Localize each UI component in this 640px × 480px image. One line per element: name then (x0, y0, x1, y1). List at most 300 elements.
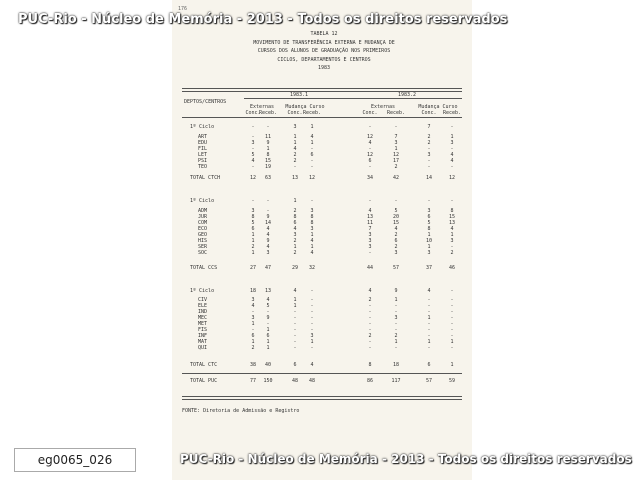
table-cell: - (450, 288, 454, 294)
table-cell: 3 (427, 152, 431, 158)
table-cell: - (427, 198, 431, 204)
table-cell: 6 (293, 362, 297, 368)
table-cell: 4 (310, 238, 314, 244)
table-cell: 1 (427, 315, 431, 321)
table-cell: 14 (264, 220, 272, 226)
table-cell: 11 (366, 220, 374, 226)
total-puc-top-rule (182, 373, 462, 374)
table-cell: - (394, 345, 398, 351)
table-cell: 8 (368, 362, 372, 368)
table-cell: - (450, 345, 454, 351)
externas-header-2: Externas (370, 104, 396, 110)
department-row-label: ELE (198, 303, 208, 309)
table-cell: 3 (310, 333, 314, 339)
table-cell: 2 (394, 244, 398, 250)
department-row-label: MEC (198, 315, 208, 321)
caption-line-3: CICLOS, DEPARTAMENTOS E CENTROS (277, 56, 371, 63)
department-row-label: MAT (198, 339, 208, 345)
table-cell: 10 (425, 238, 433, 244)
table-cell: 6 (251, 226, 255, 232)
department-row-label: FIL (198, 146, 208, 152)
table-cell: 3 (266, 250, 270, 256)
table-cell: 2 (394, 232, 398, 238)
table-cell: 12 (249, 175, 257, 181)
table-cell: 3 (251, 297, 255, 303)
table-cell: - (368, 303, 372, 309)
watermark-top: PUC-Rio - Núcleo de Memória - 2013 - Todos os direitos reservados (18, 12, 508, 27)
table-cell: 3 (427, 208, 431, 214)
mudanca-header-1: Mudança Curso (285, 104, 325, 110)
table-cell: 3 (394, 250, 398, 256)
table-cell: 8 (310, 220, 314, 226)
table-cell: 3 (310, 208, 314, 214)
table-cell: 3 (394, 140, 398, 146)
watermark-bottom: PUC-Rio - Núcleo de Memória - 2013 - Todos os direitos reservados (180, 452, 632, 466)
table-cell: 46 (448, 265, 456, 271)
table-cell: 9 (266, 238, 270, 244)
table-cell: - (310, 288, 314, 294)
table-cell: 1 (293, 198, 297, 204)
table-cell: - (310, 146, 314, 152)
table-cell: 3 (293, 232, 297, 238)
caption-line-2: CURSOS DOS ALUNOS DE GRADUAÇÃO NOS PRIMEIROS (257, 48, 391, 55)
table-cell: - (266, 309, 270, 315)
table-cell: 9 (266, 214, 270, 220)
department-row-label: HIS (198, 238, 208, 244)
table-cell: 18 (249, 288, 257, 294)
table-cell: - (450, 164, 454, 170)
table-cell: 1 (293, 244, 297, 250)
table-cell: 1 (251, 238, 255, 244)
table-cell: 7 (394, 134, 398, 140)
department-row-label: IND (198, 309, 208, 315)
table-cell: 29 (291, 265, 299, 271)
table-cell: 86 (366, 378, 374, 384)
table-cell: - (450, 198, 454, 204)
table-cell: 1 (450, 232, 454, 238)
page-number: 176 (178, 6, 188, 12)
table-cell: 1 (310, 339, 314, 345)
table-cell: - (293, 339, 297, 345)
table-cell: 8 (450, 208, 454, 214)
table-cell: 9 (394, 288, 398, 294)
table-cell: 1 (394, 297, 398, 303)
mudanca-header-2: Mudança Curso (418, 104, 458, 110)
table-bottom-rule-2 (182, 399, 462, 400)
table-cell: - (450, 303, 454, 309)
table-cell: 2 (450, 250, 454, 256)
table-cell: 4 (251, 303, 255, 309)
table-cell: - (251, 327, 255, 333)
table-cell: 4 (310, 362, 314, 368)
table-cell: 42 (392, 175, 400, 181)
table-cell: 1 (394, 146, 398, 152)
table-cell: 8 (427, 226, 431, 232)
table-cell: 34 (366, 175, 374, 181)
table-cell: 12 (392, 152, 400, 158)
table-cell: 1 (266, 327, 270, 333)
table-cell: - (368, 124, 372, 130)
table-cell: 6 (293, 220, 297, 226)
table-cell: - (368, 309, 372, 315)
table-cell: 13 (366, 214, 374, 220)
table-cell: - (310, 309, 314, 315)
table-cell: - (368, 146, 372, 152)
table-cell: 4 (368, 288, 372, 294)
table-cell: 15 (392, 220, 400, 226)
table-cell: 12 (366, 152, 374, 158)
table-cell: 7 (427, 124, 431, 130)
table-cell: 5 (266, 303, 270, 309)
table-cell: 4 (293, 226, 297, 232)
table-cell: - (310, 198, 314, 204)
table-cell: - (310, 345, 314, 351)
table-cell: 2 (293, 152, 297, 158)
table-cell: - (450, 309, 454, 315)
table-cell: 4 (293, 146, 297, 152)
table-cell: - (310, 303, 314, 309)
table-cell: 4 (427, 288, 431, 294)
table-cell: 2 (293, 250, 297, 256)
table-cell: 9 (266, 140, 270, 146)
caption-year: 1983 (317, 65, 331, 72)
table-cell: - (310, 315, 314, 321)
table-cell: - (293, 345, 297, 351)
table-cell: - (450, 315, 454, 321)
header-bottom-rule (182, 117, 462, 118)
table-cell: 2 (251, 244, 255, 250)
sub-header-receb: Receb. (303, 110, 322, 116)
table-bottom-rule (182, 396, 462, 397)
table-cell: 5 (251, 152, 255, 158)
table-cell: 17 (392, 158, 400, 164)
table-cell: - (368, 321, 372, 327)
table-cell: 3 (450, 238, 454, 244)
table-cell: - (450, 327, 454, 333)
table-cell: 5 (427, 220, 431, 226)
table-cell: 1 (266, 345, 270, 351)
table-cell: - (310, 327, 314, 333)
table-cell: - (427, 327, 431, 333)
table-cell: 2 (368, 333, 372, 339)
caption-line-1: MOVIMENTO DE TRANSFERÊNCIA EXTERNA E MUDANÇA DE (253, 39, 395, 46)
table-cell: - (368, 315, 372, 321)
table-cell: 14 (425, 175, 433, 181)
table-cell: 4 (266, 244, 270, 250)
table-cell: 27 (249, 265, 257, 271)
table-cell: 13 (264, 288, 272, 294)
table-cell: - (450, 244, 454, 250)
table-cell: 117 (391, 378, 401, 384)
table-cell: - (266, 198, 270, 204)
sub-header-conc: Conc. (287, 110, 303, 116)
table-cell: 44 (366, 265, 374, 271)
semester-2-header: 1983.2 (397, 92, 417, 98)
table-cell: - (251, 309, 255, 315)
table-cell: 7 (368, 226, 372, 232)
table-cell: - (394, 321, 398, 327)
department-row-label: PSI (198, 158, 208, 164)
table-cell: - (251, 164, 255, 170)
table-cell: 1 (310, 140, 314, 146)
table-cell: 1 (450, 134, 454, 140)
source-note: FONTE: Diretoria de Admissão e Registro (182, 408, 300, 414)
table-cell: 4 (450, 152, 454, 158)
table-cell: 12 (308, 175, 316, 181)
table-cell: 6 (394, 238, 398, 244)
table-cell: 4 (266, 232, 270, 238)
table-cell: 57 (392, 265, 400, 271)
table-cell: - (394, 124, 398, 130)
table-cell: 4 (450, 226, 454, 232)
department-row-label: GEO (198, 232, 208, 238)
table-cell: 5 (394, 208, 398, 214)
table-cell: 40 (264, 362, 272, 368)
table-cell: 3 (368, 244, 372, 250)
table-cell: - (368, 327, 372, 333)
table-cell: 32 (308, 265, 316, 271)
table-cell: 1 (251, 339, 255, 345)
table-cell: 2 (293, 158, 297, 164)
total-row-label: TOTAL CCS (190, 265, 218, 271)
table-cell: 8 (310, 214, 314, 220)
table-cell: 1 (310, 244, 314, 250)
table-cell: 1 (293, 140, 297, 146)
table-cell: 3 (368, 238, 372, 244)
department-row-label: ADM (198, 208, 208, 214)
table-cell: - (427, 164, 431, 170)
sub-header-conc: Conc. (245, 110, 261, 116)
department-row-label: COM (198, 220, 208, 226)
table-cell: - (310, 158, 314, 164)
table-number: TABELA 12 (310, 31, 338, 37)
table-cell: 37 (425, 265, 433, 271)
table-cell: 77 (249, 378, 257, 384)
table-cell: 4 (394, 226, 398, 232)
table-cell: - (427, 158, 431, 164)
table-cell: 8 (266, 152, 270, 158)
table-cell: 3 (450, 140, 454, 146)
table-cell: - (293, 321, 297, 327)
total-row-label: TOTAL PUC (190, 378, 218, 384)
table-cell: 13 (448, 220, 456, 226)
cycle-row-label: 1º Ciclo (190, 288, 215, 294)
table-cell: - (427, 146, 431, 152)
sub-header-receb: Receb. (443, 110, 462, 116)
document-id-label: eg0065_026 (14, 448, 136, 472)
department-row-label: ART (198, 134, 208, 140)
table-cell: 6 (427, 362, 431, 368)
column-header-depts: DEPTOS/CENTROS (184, 99, 227, 105)
table-cell: 1 (310, 124, 314, 130)
department-row-label: SOC (198, 250, 208, 256)
semester-divider (244, 98, 462, 99)
department-row-label: ECO (198, 226, 208, 232)
table-cell: 1 (310, 232, 314, 238)
sub-header-receb: Receb. (259, 110, 278, 116)
table-cell: 1 (251, 250, 255, 256)
table-cell: 150 (263, 378, 273, 384)
table-cell: 4 (293, 288, 297, 294)
table-cell: 4 (368, 208, 372, 214)
table-cell: 5 (251, 220, 255, 226)
table-cell: - (394, 198, 398, 204)
table-cell: 48 (291, 378, 299, 384)
table-cell: 1 (293, 297, 297, 303)
table-cell: 38 (249, 362, 257, 368)
table-cell: - (368, 339, 372, 345)
table-cell: 63 (264, 175, 272, 181)
department-row-label: SER (198, 244, 208, 250)
table-cell: 3 (368, 232, 372, 238)
table-cell: - (394, 327, 398, 333)
table-cell: 6 (310, 152, 314, 158)
table-cell: 1 (427, 244, 431, 250)
table-cell: - (310, 164, 314, 170)
table-cell: 1 (427, 339, 431, 345)
semester-1-header: 1983.1 (289, 92, 309, 98)
table-cell: 1 (266, 146, 270, 152)
cycle-row-label: 1º Ciclo (190, 124, 215, 130)
table-cell: - (450, 297, 454, 303)
table-cell: - (266, 321, 270, 327)
table-cell: 1 (266, 339, 270, 345)
table-cell: - (293, 327, 297, 333)
table-cell: 2 (394, 333, 398, 339)
table-cell: 19 (264, 164, 272, 170)
table-cell: 57 (425, 378, 433, 384)
table-cell: 4 (310, 250, 314, 256)
table-cell: 6 (251, 333, 255, 339)
externas-header-1: Externas (249, 104, 275, 110)
table-cell: - (427, 303, 431, 309)
total-row-label: TOTAL CTC (190, 362, 218, 368)
department-row-label: EDU (198, 140, 208, 146)
table-cell: 13 (291, 175, 299, 181)
table-cell: - (368, 250, 372, 256)
table-cell: 20 (392, 214, 400, 220)
department-row-label: QUI (198, 345, 208, 351)
table-cell: 9 (266, 315, 270, 321)
table-cell: - (368, 198, 372, 204)
table-cell: - (450, 333, 454, 339)
table-cell: 2 (293, 238, 297, 244)
table-cell: - (293, 309, 297, 315)
table-cell: 3 (251, 315, 255, 321)
sub-header-receb: Receb. (387, 110, 406, 116)
table-cell: 1 (293, 303, 297, 309)
department-row-label: JUR (198, 214, 208, 220)
department-row-label: TEO (198, 164, 208, 170)
table-cell: 2 (427, 140, 431, 146)
table-cell: 8 (293, 214, 297, 220)
table-cell: 2 (368, 297, 372, 303)
table-cell: 4 (251, 158, 255, 164)
table-cell: 8 (251, 214, 255, 220)
table-cell: 3 (251, 208, 255, 214)
table-cell: 15 (264, 158, 272, 164)
table-cell: - (427, 309, 431, 315)
table-cell: 3 (251, 140, 255, 146)
table-cell: 1 (293, 134, 297, 140)
table-cell: 3 (427, 250, 431, 256)
department-row-label: LET (198, 152, 208, 158)
table-cell: 6 (427, 214, 431, 220)
table-cell: - (293, 333, 297, 339)
table-cell: - (394, 303, 398, 309)
table-cell: 1 (394, 339, 398, 345)
table-cell: 3 (310, 226, 314, 232)
department-row-label: CIV (198, 297, 208, 303)
table-cell: - (251, 198, 255, 204)
department-row-label: MET (198, 321, 208, 327)
table-cell: 2 (427, 134, 431, 140)
table-cell: 4 (450, 158, 454, 164)
table-cell: - (293, 315, 297, 321)
table-cell: 4 (310, 134, 314, 140)
table-cell: - (450, 124, 454, 130)
table-cell: - (450, 321, 454, 327)
table-cell: - (251, 146, 255, 152)
table-cell: 3 (394, 315, 398, 321)
table-cell: 1 (450, 362, 454, 368)
total-row-label: TOTAL CTCH (190, 175, 221, 181)
table-cell: 59 (448, 378, 456, 384)
table-cell: 1 (251, 321, 255, 327)
table-cell: 4 (266, 297, 270, 303)
table-cell: 6 (266, 333, 270, 339)
table-cell: - (427, 345, 431, 351)
sub-header-conc: Conc. (421, 110, 437, 116)
table-cell: - (450, 146, 454, 152)
table-cell: - (251, 134, 255, 140)
department-row-label: INF (198, 333, 208, 339)
table-cell: 12 (448, 175, 456, 181)
department-row-label: FIS (198, 327, 208, 333)
table-cell: - (368, 164, 372, 170)
table-cell: 18 (392, 362, 400, 368)
cycle-row-label: 1º Ciclo (190, 198, 215, 204)
table-cell: 2 (394, 164, 398, 170)
table-top-rule (182, 88, 462, 89)
table-cell: 12 (366, 134, 374, 140)
table-cell: - (427, 333, 431, 339)
table-cell: - (293, 164, 297, 170)
table-cell: 2 (293, 208, 297, 214)
table-cell: 4 (368, 140, 372, 146)
table-cell: - (368, 345, 372, 351)
table-cell: - (251, 124, 255, 130)
table-cell: - (427, 297, 431, 303)
table-cell: - (427, 321, 431, 327)
table-cell: - (310, 297, 314, 303)
table-cell: 47 (264, 265, 272, 271)
table-cell: 1 (450, 339, 454, 345)
sub-header-conc: Conc. (362, 110, 378, 116)
table-cell: 2 (251, 345, 255, 351)
table-cell: - (394, 309, 398, 315)
table-cell: 11 (264, 134, 272, 140)
table-cell: - (310, 321, 314, 327)
table-cell: 15 (448, 214, 456, 220)
table-cell: 3 (293, 124, 297, 130)
table-cell: 4 (266, 226, 270, 232)
table-cell: 6 (368, 158, 372, 164)
table-cell: 48 (308, 378, 316, 384)
table-cell: 1 (427, 232, 431, 238)
table-cell: - (266, 124, 270, 130)
table-cell: 1 (251, 232, 255, 238)
